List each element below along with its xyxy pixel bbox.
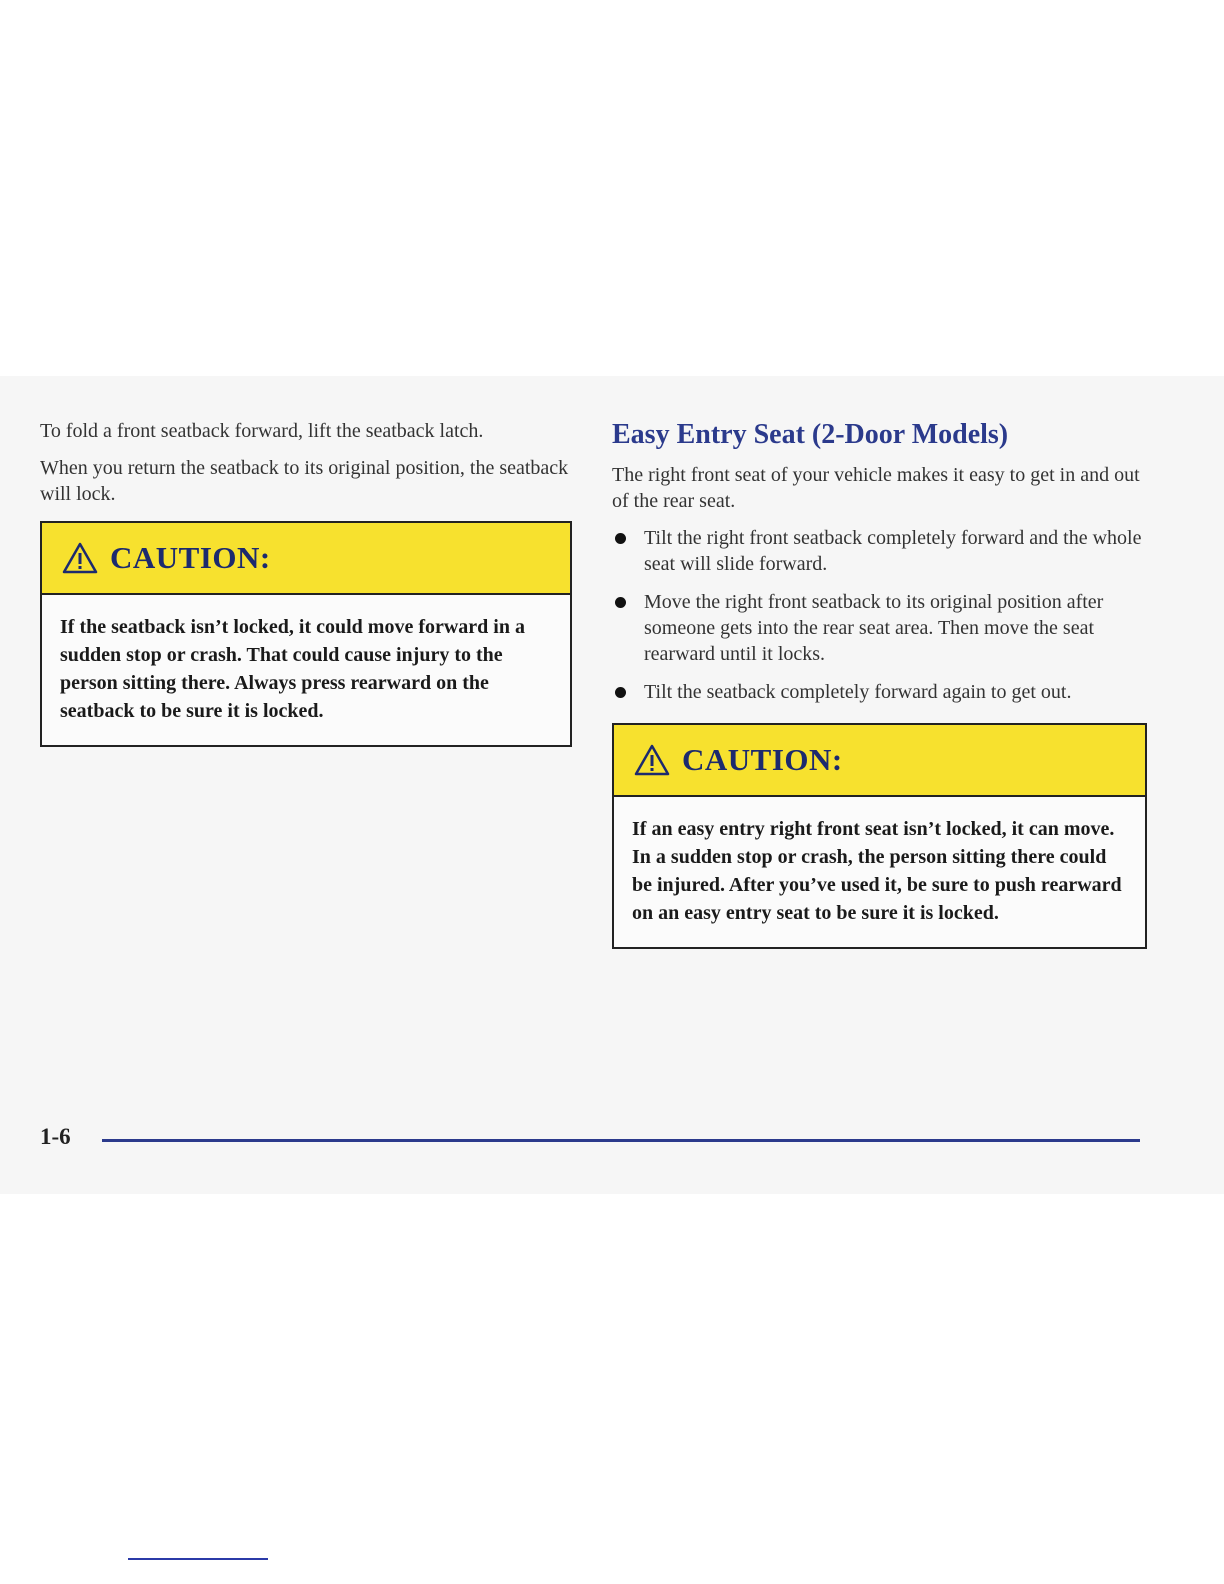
caution-text: If the seatback isn’t locked, it could move forward in a sudden stop or crash. That could cause injury to the person sitting there. Always press rearward on the seatback to be sure it is locked. [60, 616, 525, 722]
list-item [612, 525, 1147, 577]
list-item-text: Tilt the right front seatback completely forward and the whole seat will slide forward. [644, 527, 1142, 575]
list-item-text: Tilt the seatback completely forward again to get out. [644, 681, 1072, 703]
list-item [612, 589, 1147, 667]
fold-seatback-paragraph: To fold a front seatback forward, lift the seatback latch. [40, 420, 484, 442]
bullet-icon [615, 533, 626, 544]
footer-rule [102, 1139, 1140, 1142]
caution-header [42, 523, 570, 595]
caution-label: CAUTION: [110, 540, 271, 575]
list-item-text: Move the right front seatback to its original position after someone gets into the rear seat area. Then move the seat rearward until it locks. [644, 591, 1104, 665]
bottom-underline [128, 1558, 268, 1560]
left-column [40, 418, 572, 747]
caution-header [614, 725, 1145, 797]
instruction-list [612, 525, 1147, 705]
return-seatback-paragraph: When you return the seatback to its original position, the seatback will lock. [40, 457, 569, 505]
bullet-icon [615, 687, 626, 698]
caution-label: CAUTION: [682, 742, 843, 777]
easy-entry-caution-box [612, 723, 1147, 949]
seatback-caution-box [40, 521, 572, 747]
list-item [612, 679, 1147, 705]
warning-triangle-icon [62, 542, 98, 574]
bullet-icon [615, 597, 626, 608]
page-number: 1-6 [40, 1124, 71, 1149]
section-heading: Easy Entry Seat (2-Door Models) [612, 419, 1009, 450]
caution-text: If an easy entry right front seat isn’t locked, it can move. In a sudden stop or crash, the person sitting there could be injured. After you’ve used it, be sure to push rearward on an easy entry seat to be sure it is locked. [632, 818, 1122, 924]
intro-paragraph: The right front seat of your vehicle makes it easy to get in and out of the rear seat. [612, 464, 1140, 512]
warning-triangle-icon [634, 744, 670, 776]
right-column [612, 418, 1147, 949]
